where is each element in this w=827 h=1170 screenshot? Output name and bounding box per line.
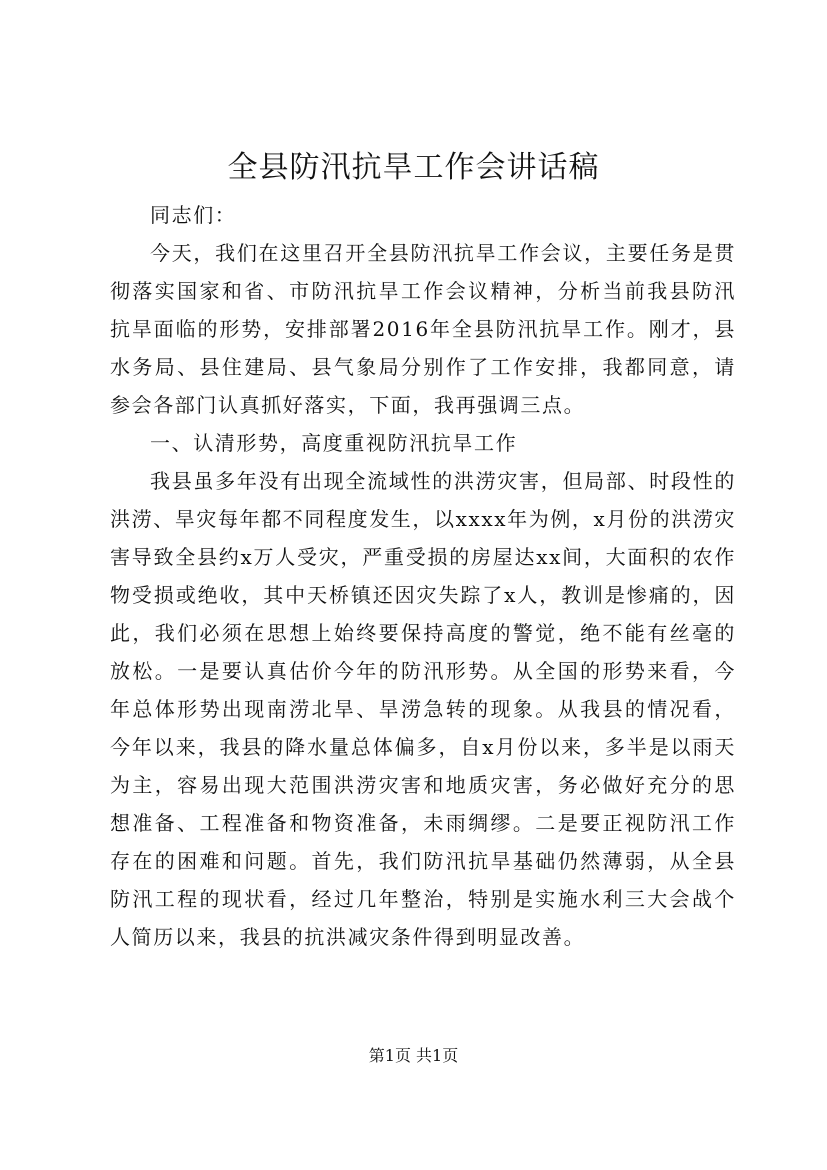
- document-body: [110, 196, 736, 956]
- paragraph-intro: 今天，我们在这里召开全县防汛抗旱工作会议，主要任务是贯彻落实国家和省、市防汛抗旱工作会议精神，分析当前我县防汛抗旱面临的形势，安排部署2016年全县防汛抗旱工作。刚才，县水务局、县住建局、县气象局分别作了工作安排，我都同意，请参会各部门认真抓好落实，下面，我再强调三点。: [110, 241, 736, 417]
- paragraph-situation: 我县虽多年没有出现全流域性的洪涝灾害，但局部、时段性的洪涝、旱灾每年都不同程度发生，以xxxx年为例，x月份的洪涝灾害导致全县约x万人受灾，严重受损的房屋达xx间，大面积的农作物受损或绝收，其中天桥镇还因灾失踪了x人，教训是惨痛的，因此，我们必须在思想上始终要保持高度的警觉，绝不能有丝毫的放松。一是要认真估价今年的防汛形势。从全国的形势来看，今年总体形势出现南涝北旱、旱涝急转的现象。从我县的情况看，今年以来，我县的降水量总体偏多，自x月份以来，多半是以雨天为主，容易出现大范围洪涝灾害和地质灾害，务必做好充分的思想准备、工程准备和物资准备，未雨绸缪。二是要正视防汛工作存在的困难和问题。首先，我们防汛抗旱基础仍然薄弱，从全县防汛工程的现状看，经过几年整治，特别是实施水利三大会战个人简历以来，我县的抗洪减灾条件得到明显改善。: [110, 469, 736, 949]
- section-heading-1: 一、认清形势，高度重视防汛抗旱工作: [150, 431, 518, 455]
- document-title: 全县防汛抗旱工作会讲话稿: [227, 150, 600, 185]
- page-footer: 第1页 共1页: [368, 1046, 459, 1065]
- salutation: 同志们：: [150, 203, 237, 227]
